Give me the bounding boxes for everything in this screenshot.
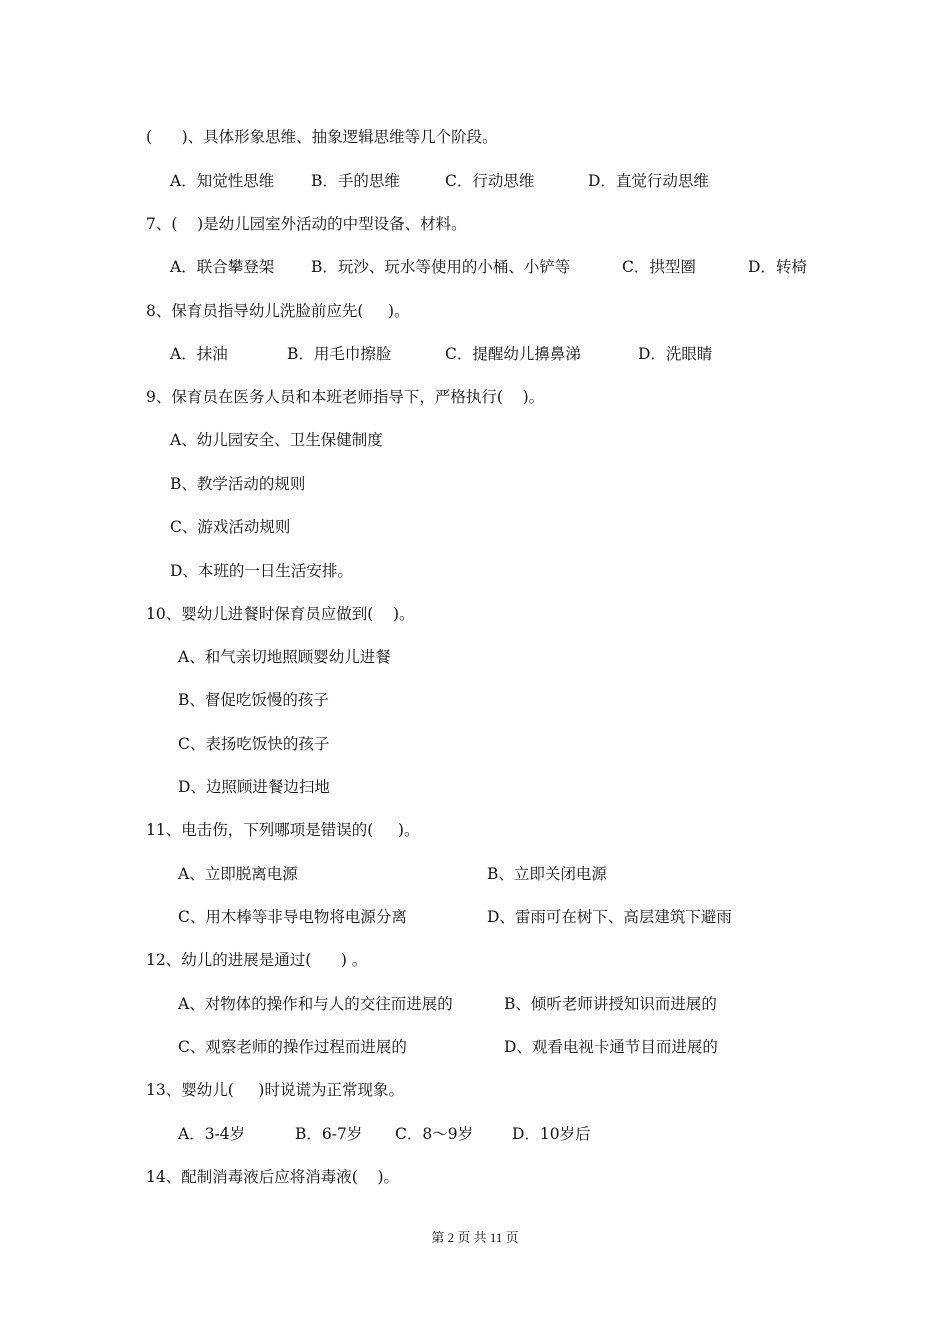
option-d: D、边照顾进餐边扫地 xyxy=(178,778,330,796)
question-9: 9、保育员在医务人员和本班老师指导下，严格执行( )。 xyxy=(146,388,545,406)
option-a: A、幼儿园安全、卫生保健制度 xyxy=(170,431,383,449)
option-a: A．抹油 xyxy=(170,345,228,363)
option-d: D、雷雨可在树下、高层建筑下避雨 xyxy=(487,908,732,926)
option-d: D．洗眼睛 xyxy=(638,345,713,363)
option-d: D．10岁后 xyxy=(512,1125,591,1143)
question-14: 14、配制消毒液后应将消毒液( )。 xyxy=(146,1168,400,1186)
option-c: C、表扬吃饭快的孩子 xyxy=(178,735,330,753)
option-a: A．联合攀登架 xyxy=(170,258,275,276)
option-b: B．手的思维 xyxy=(311,172,400,190)
option-c: C、游戏活动规则 xyxy=(170,518,291,536)
option-d: D．转椅 xyxy=(748,258,807,276)
option-b: B．用毛巾擦脸 xyxy=(287,345,392,363)
option-a: A、立即脱离电源 xyxy=(178,865,298,883)
option-a: A、和气亲切地照顾婴幼儿进餐 xyxy=(178,648,391,666)
option-d: D、观看电视卡通节目而进展的 xyxy=(504,1038,718,1056)
option-c: C、用木棒等非导电物将电源分离 xyxy=(178,908,407,926)
option-d: D、本班的一日生活安排。 xyxy=(170,562,353,580)
question-10: 10、婴幼儿进餐时保育员应做到( )。 xyxy=(146,605,415,623)
question-12: 12、幼儿的进展是通过( ) 。 xyxy=(146,951,368,969)
option-b: B、教学活动的规则 xyxy=(170,475,306,493)
option-b: B、督促吃饭慢的孩子 xyxy=(178,691,329,709)
option-c: C、观察老师的操作过程而进展的 xyxy=(178,1038,407,1056)
option-a: A．知觉性思维 xyxy=(170,172,275,190)
question-8: 8、保育员指导幼儿洗脸前应先( )。 xyxy=(146,302,410,320)
option-b: B．6-7岁 xyxy=(295,1125,363,1143)
option-b: B．玩沙、玩水等使用的小桶、小铲等 xyxy=(311,258,571,276)
page-number: 第 2 页 共 11 页 xyxy=(431,1230,519,1245)
question-text: ( )、具体形象思维、抽象逻辑思维等几个阶段。 xyxy=(146,128,498,146)
option-c: C．8～9岁 xyxy=(395,1125,474,1143)
question-7: 7、( )是幼儿园室外活动的中型设备、材料。 xyxy=(146,215,467,233)
option-c: C．提醒幼儿擤鼻涕 xyxy=(445,345,581,363)
option-a: A．3-4岁 xyxy=(178,1125,246,1143)
option-d: D．直觉行动思维 xyxy=(588,172,709,190)
option-b: B、立即关闭电源 xyxy=(487,865,607,883)
option-a: A、对物体的操作和与人的交往而进展的 xyxy=(178,995,453,1013)
option-c: C．拱型圈 xyxy=(622,258,696,276)
question-13: 13、婴幼儿( )时说谎为正常现象。 xyxy=(146,1081,404,1099)
option-b: B、倾听老师讲授知识而进展的 xyxy=(504,995,717,1013)
option-c: C．行动思维 xyxy=(445,172,535,190)
question-11: 11、电击伤，下列哪项是错误的( )。 xyxy=(146,821,420,839)
